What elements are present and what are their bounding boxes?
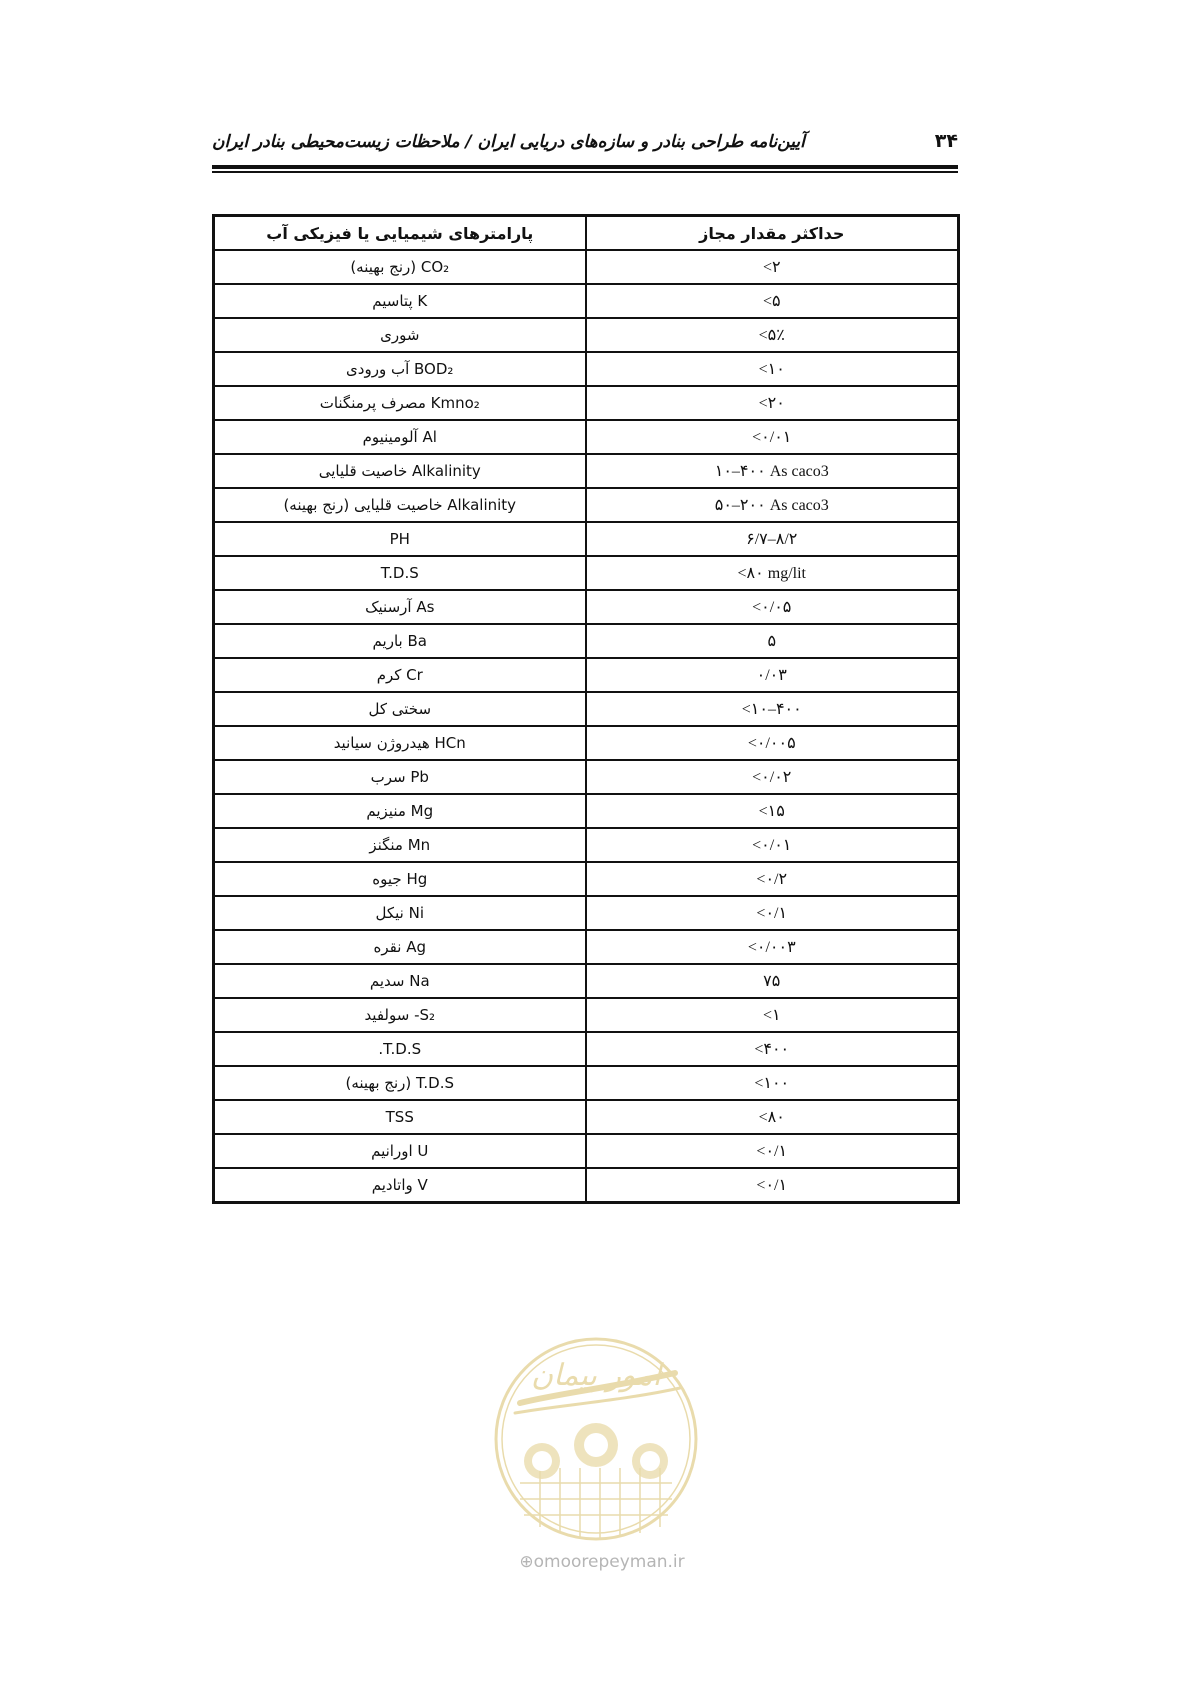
parameter-cell: Na سدیم <box>214 964 586 998</box>
max-allowed-cell: <۱ <box>586 998 959 1032</box>
parameter-cell: PH <box>214 522 586 556</box>
watermark-url <box>502 1552 702 1572</box>
parameter-cell: Alkalinity خاصیت قلیایی <box>214 454 586 488</box>
watermark-url-text: omoorepeyman.ir <box>533 1552 685 1572</box>
parameter-cell: S₂- سولفید <box>214 998 586 1032</box>
max-allowed-cell: <۰/۰۱ <box>586 828 959 862</box>
parameter-cell: CO₂ (رنج بهینه) <box>214 250 586 284</box>
max-allowed-cell: <۰/۰۰۵ <box>586 726 959 760</box>
parameter-cell: HCn هیدروژن سیانید <box>214 726 586 760</box>
max-allowed-cell: <۴۰۰ <box>586 1032 959 1066</box>
parameter-cell: Ni نیکل <box>214 896 586 930</box>
table-row <box>214 794 959 828</box>
table-row <box>214 1066 959 1100</box>
max-allowed-cell: <۲۰ <box>586 386 959 420</box>
max-allowed-cell: <۵٪ <box>586 318 959 352</box>
page-header <box>212 126 958 166</box>
max-allowed-cell: <۰/۱ <box>586 896 959 930</box>
parameter-cell: Kmno₂ مصرف پرمنگنات <box>214 386 586 420</box>
table-row <box>214 896 959 930</box>
max-allowed-cell: <۰/۰۵ <box>586 590 959 624</box>
max-allowed-cell: ۵۰–۲۰۰ As caco3 <box>586 488 959 522</box>
max-allowed-cell: ۵ <box>586 624 959 658</box>
parameter-cell: K پتاسیم <box>214 284 586 318</box>
table-row <box>214 590 959 624</box>
parameter-cell: Alkalinity خاصیت قلیایی (رنج بهینه) <box>214 488 586 522</box>
parameter-cell: Ag نقره <box>214 930 586 964</box>
column-header-value: حداکثر مقدار مجاز <box>586 216 959 251</box>
max-allowed-cell: <۸۰ <box>586 1100 959 1134</box>
max-allowed-cell: <۰/۱ <box>586 1168 959 1203</box>
max-allowed-cell: <۱۰–۴۰۰ <box>586 692 959 726</box>
parameter-cell: V واتادیم <box>214 1168 586 1203</box>
omoorepeyman-logo-watermark <box>490 1333 702 1545</box>
max-allowed-cell: <۱۰ <box>586 352 959 386</box>
parameter-cell: Hg جیوه <box>214 862 586 896</box>
running-title: آیین‌نامه طراحی بنادر و سازه‌های دریایی ایران / ملاحظات زیست‌محیطی بنادر ایران <box>212 132 805 152</box>
table-row <box>214 352 959 386</box>
parameter-cell: BOD₂ آب ورودی <box>214 352 586 386</box>
column-header-param: پارامترهای شیمیایی یا فیزیکی آب <box>214 216 586 251</box>
max-allowed-cell: ۱۰–۴۰۰ As caco3 <box>586 454 959 488</box>
max-allowed-cell: <۲ <box>586 250 959 284</box>
max-allowed-cell: <۸۰ mg/lit <box>586 556 959 590</box>
table-row <box>214 760 959 794</box>
table-row <box>214 1100 959 1134</box>
table-row <box>214 726 959 760</box>
max-allowed-cell: <۰/۲ <box>586 862 959 896</box>
max-allowed-cell: <۱۵ <box>586 794 959 828</box>
max-allowed-cell: <۵ <box>586 284 959 318</box>
max-allowed-cell: ۰/۰۳ <box>586 658 959 692</box>
water-parameters-table <box>212 214 960 1204</box>
max-allowed-cell: <۰/۱ <box>586 1134 959 1168</box>
parameter-cell: TSS <box>214 1100 586 1134</box>
table-row <box>214 284 959 318</box>
table-header-row <box>214 216 959 251</box>
table-row <box>214 624 959 658</box>
water-parameters-table-wrap <box>212 214 957 1204</box>
max-allowed-cell: <۰/۰۲ <box>586 760 959 794</box>
table-row <box>214 454 959 488</box>
header-rule-thick <box>212 165 958 169</box>
table-row <box>214 488 959 522</box>
table-row <box>214 318 959 352</box>
table-row <box>214 862 959 896</box>
table-row <box>214 1134 959 1168</box>
table-row <box>214 828 959 862</box>
parameter-cell: T.D.S <box>214 556 586 590</box>
table-row <box>214 964 959 998</box>
table-row <box>214 998 959 1032</box>
page-number: ۳۴ <box>934 130 958 152</box>
table-row <box>214 420 959 454</box>
parameter-cell: U اورانیم <box>214 1134 586 1168</box>
table-row <box>214 658 959 692</box>
max-allowed-cell: ۷۵ <box>586 964 959 998</box>
logo-lettering: امور پیمان <box>531 1358 661 1393</box>
parameter-cell: Mg منیزیم <box>214 794 586 828</box>
table-row <box>214 556 959 590</box>
parameter-cell: Cr کرم <box>214 658 586 692</box>
max-allowed-cell: <۰/۰۱ <box>586 420 959 454</box>
table-row <box>214 1168 959 1203</box>
parameter-cell: As آرسنیک <box>214 590 586 624</box>
parameter-cell: T.D.S. <box>214 1032 586 1066</box>
parameter-cell: Pb سرب <box>214 760 586 794</box>
parameter-cell: سختی کل <box>214 692 586 726</box>
table-row <box>214 930 959 964</box>
max-allowed-cell: <۰/۰۰۳ <box>586 930 959 964</box>
max-allowed-cell: ۶/۷–۸/۲ <box>586 522 959 556</box>
parameter-cell: T.D.S (رنج بهینه) <box>214 1066 586 1100</box>
parameter-cell: Ba باریم <box>214 624 586 658</box>
parameter-cell: Al آلومینیوم <box>214 420 586 454</box>
table-row <box>214 692 959 726</box>
parameter-cell: شوری <box>214 318 586 352</box>
header-rule-thin <box>212 171 958 173</box>
table-row <box>214 386 959 420</box>
globe-icon: ⊕ <box>519 1552 534 1572</box>
table-row <box>214 522 959 556</box>
max-allowed-cell: <۱۰۰ <box>586 1066 959 1100</box>
table-row <box>214 1032 959 1066</box>
parameter-cell: Mn منگنز <box>214 828 586 862</box>
table-body <box>214 250 959 1203</box>
table-row <box>214 250 959 284</box>
